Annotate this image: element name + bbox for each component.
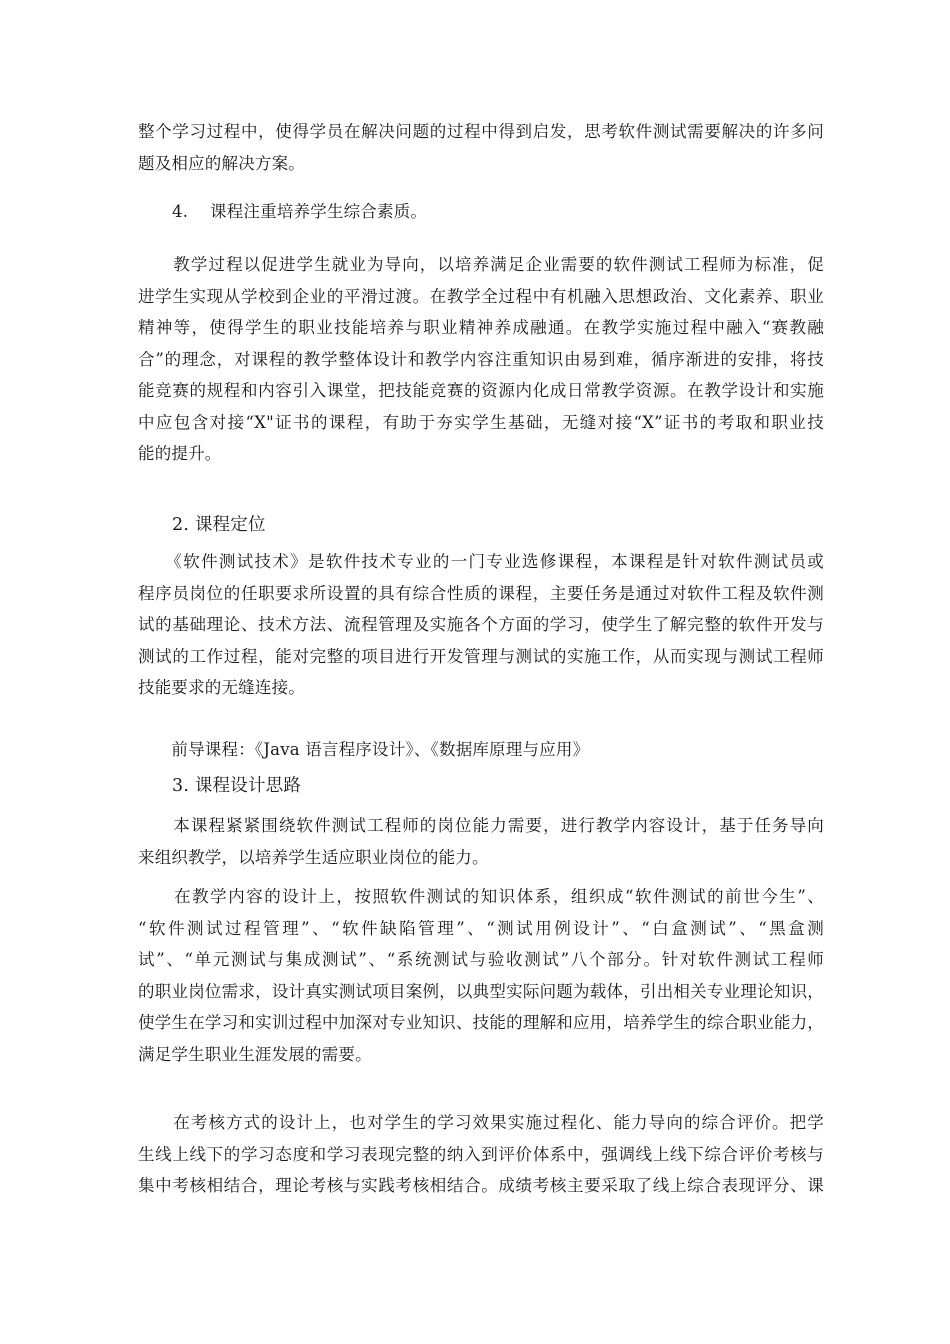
text-line: 的职业岗位需求，设计真实测试项目案例，以典型实际问题为载体，引出相关专业理论知识， — [138, 981, 824, 1001]
text-line: 教学过程以促进学生就业为导向，以培养满足企业需要的软件测试工程师为标准，促 — [138, 255, 824, 274]
text-line: 试的基础理论、技术方法、流程管理及实施各个方面的学习，使学生了解完整的软件开发与 — [138, 615, 824, 634]
section-heading: 3. 课程设计思路 — [172, 776, 302, 796]
text-line: 程序员岗位的任职要求所设置的具有综合性质的课程，主要任务是通过对软件工程及软件测 — [138, 583, 824, 603]
section-3-paragraph-3 — [138, 1107, 824, 1202]
text-line: 来组织教学，以培养学生适应职业岗位的能力。 — [138, 847, 489, 867]
section-2-paragraph — [138, 546, 824, 704]
intro-paragraph — [138, 116, 824, 179]
prerequisite-courses — [138, 734, 824, 766]
text-line: 技能要求的无缝连接。 — [138, 678, 305, 697]
text-line: 能的提升。 — [138, 444, 222, 463]
text-line: 进学生实现从学校到企业的平滑过渡。在教学全过程中有机融入思想政治、文化素养、职业 — [138, 286, 824, 306]
text-line: 满足学生职业生涯发展的需要。 — [138, 1044, 372, 1064]
list-item-line — [138, 196, 824, 228]
item4-body-paragraph — [138, 249, 824, 470]
text-line: 《软件测试技术》是软件技术专业的一门专业选修课程，本课程是针对软件测试员或 — [138, 552, 824, 571]
text-line: 整个学习过程中，使得学员在解决问题的过程中得到启发，思考软件测试需要解决的许多问 — [138, 122, 824, 141]
text-line: 能竞赛的规程和内容引入课堂，把技能竞赛的资源内化成日常教学资源。在教学设计和实施 — [138, 381, 824, 400]
section-3 — [138, 771, 824, 803]
section-2 — [138, 510, 824, 542]
text-line: 试”、“单元测试与集成测试”、“系统测试与验收测试”八个部分。针对软件测试工程师 — [138, 950, 824, 969]
list-item-number: 4. — [172, 202, 189, 221]
section-3-paragraph-1 — [138, 810, 824, 873]
text-line: 在考核方式的设计上，也对学生的学习效果实施过程化、能力导向的综合评价。把学 — [138, 1113, 824, 1132]
text-line: 前导课程：《Java 语言程序设计》、《数据库原理与应用》 — [138, 740, 590, 759]
text-line: 集中考核相结合，理论考核与实践考核相结合。成绩考核主要采取了线上综合表现评分、课 — [138, 1176, 824, 1195]
section-3-paragraph-2 — [138, 881, 824, 1070]
text-line: “软件测试过程管理”、“软件缺陷管理”、“测试用例设计”、“白盒测试”、“黑盒测 — [138, 918, 824, 938]
text-line: 本课程紧紧围绕软件测试工程师的岗位能力需要，进行教学内容设计，基于任务导向 — [138, 816, 824, 835]
list-item-text: 课程注重培养学生综合素质。 — [210, 202, 428, 221]
text-line: 在教学内容的设计上，按照软件测试的知识体系，组织成“软件测试的前世今生”、 — [138, 887, 824, 906]
text-line: 中应包含对接“X"证书的课程，有助于夯实学生基础，无缝对接“X”证书的考取和职业技 — [138, 412, 824, 432]
list-item-4 — [138, 196, 824, 228]
text-line: 题及相应的解决方案。 — [138, 153, 305, 173]
text-line: 生线上线下的学习态度和学习表现完整的纳入到评价体系中，强调线上线下综合评价考核与 — [138, 1144, 824, 1164]
section-heading: 2. 课程定位 — [172, 515, 266, 535]
text-line: 测试的工作过程，能对完整的项目进行开发管理与测试的实施工作，从而实现与测试工程师 — [138, 646, 824, 666]
text-line: 使学生在学习和实训过程中加深对专业知识、技能的理解和应用，培养学生的综合职业能力， — [138, 1013, 824, 1032]
text-line: 合”的理念，对课程的教学整体设计和教学内容注重知识由易到难，循序渐进的安排，将技 — [138, 349, 824, 369]
text-line: 精神等，使得学生的职业技能培养与职业精神养成融通。在教学实施过程中融入“赛教融 — [138, 318, 824, 337]
